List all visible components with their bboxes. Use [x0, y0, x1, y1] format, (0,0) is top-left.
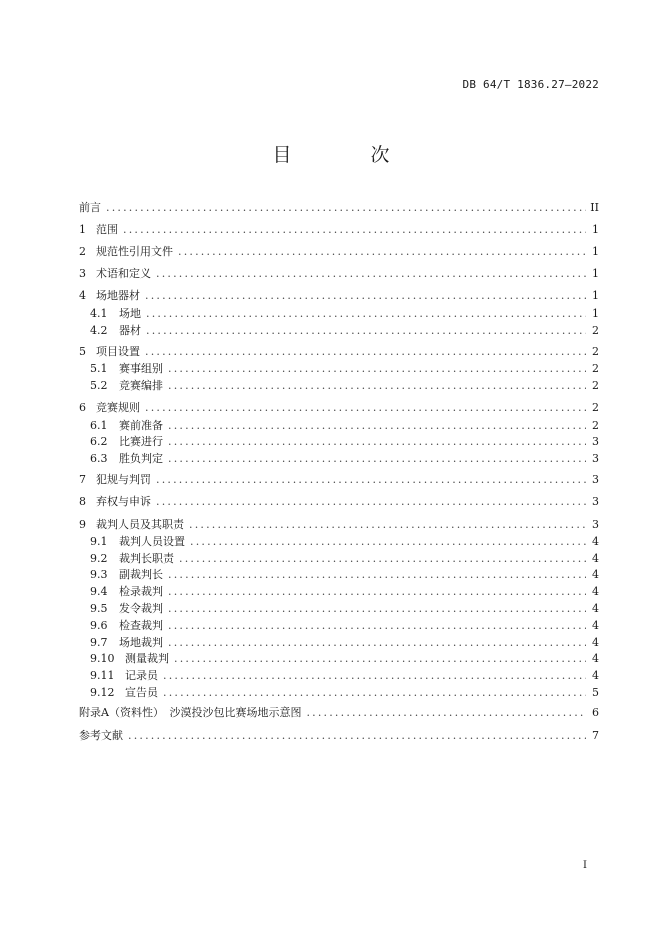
dot-leader: [123, 222, 586, 238]
toc-entry[interactable]: [79, 222, 599, 238]
toc-entry[interactable]: [90, 584, 599, 600]
dot-leader: [168, 567, 586, 583]
dot-leader: [156, 266, 586, 282]
dot-leader: [168, 361, 586, 377]
toc-entry-page: 3: [592, 518, 599, 531]
toc-entry[interactable]: [79, 200, 599, 216]
toc-entry-page: 1: [592, 307, 599, 320]
toc-entry-label: 场地裁判: [119, 636, 163, 649]
toc-entry[interactable]: [90, 685, 599, 701]
toc-entry[interactable]: [90, 668, 599, 684]
toc-entry-label: 术语和定义: [96, 267, 151, 280]
toc-entry[interactable]: [79, 288, 599, 304]
dot-leader: [145, 288, 586, 304]
toc-entry-page: 1: [592, 267, 599, 280]
toc-entry-number: 9.1: [90, 535, 108, 548]
toc-entry[interactable]: [90, 434, 599, 450]
toc-entry-page: 4: [592, 652, 599, 665]
toc-entry-label: 竞赛规则: [96, 401, 140, 414]
toc-entry[interactable]: [79, 494, 599, 510]
toc-entry[interactable]: [90, 567, 599, 583]
dot-leader: [106, 200, 586, 216]
toc-entry[interactable]: [79, 344, 599, 360]
toc-entry-label: 参考文献: [79, 729, 123, 742]
toc-entry-number: 6.2: [90, 435, 108, 448]
toc-entry-number: 8: [79, 495, 86, 508]
toc-entry-number: 9.3: [90, 568, 108, 581]
toc-entry-number: 9.6: [90, 619, 108, 632]
toc-entry-label: 比赛进行: [119, 435, 163, 448]
dot-leader: [145, 400, 586, 416]
toc-entry[interactable]: [90, 551, 599, 567]
dot-leader: [168, 601, 586, 617]
toc-entry-page: II: [590, 201, 599, 214]
toc-entry[interactable]: [90, 534, 599, 550]
toc-entry-label: 胜负判定: [119, 452, 163, 465]
toc-entry[interactable]: [79, 472, 599, 488]
toc-entry-page: 3: [592, 435, 599, 448]
dot-leader: [306, 705, 586, 721]
page-title: 目 次: [272, 144, 420, 166]
toc-entry-page: 2: [592, 362, 599, 375]
dot-leader: [178, 244, 586, 260]
toc-entry-label: 记录员: [125, 669, 158, 682]
toc-entry-number: 6.1: [90, 419, 108, 432]
toc-entry-number: 6: [79, 401, 86, 414]
toc-entry[interactable]: [90, 361, 599, 377]
toc-entry-number: 4: [79, 289, 86, 302]
toc-entry-page: 4: [592, 585, 599, 598]
toc-entry-label: 赛事组别: [119, 362, 163, 375]
toc-entry-label: 检录裁判: [119, 585, 163, 598]
toc-entry-label: 器材: [119, 324, 141, 337]
toc-entry-number: 9.7: [90, 636, 108, 649]
toc-entry[interactable]: [79, 266, 599, 282]
toc-entry-number: 6.3: [90, 452, 108, 465]
dot-leader: [179, 551, 586, 567]
dot-leader: [145, 344, 586, 360]
toc-entry-label: 测量裁判: [125, 652, 169, 665]
toc-entry-number: 1: [79, 223, 86, 236]
toc-entry-page: 2: [592, 401, 599, 414]
dot-leader: [189, 517, 586, 533]
toc-entry[interactable]: [79, 400, 599, 416]
dot-leader: [168, 434, 586, 450]
toc-entry-label: 赛前准备: [119, 419, 163, 432]
toc-entry-label: 发令裁判: [119, 602, 163, 615]
toc-entry-number: 2: [79, 245, 86, 258]
toc-entry-page: 5: [592, 686, 599, 699]
toc-entry[interactable]: [79, 517, 599, 533]
toc-entry-label: 前言: [79, 201, 101, 214]
toc-entry-number: 9.11: [90, 669, 115, 682]
toc-entry-page: 7: [592, 729, 599, 742]
toc-entry-number: 4.1: [90, 307, 108, 320]
toc-entry-page: 4: [592, 568, 599, 581]
dot-leader: [156, 494, 586, 510]
toc-entry-number: 9.10: [90, 652, 115, 665]
toc-entry-label: 范围: [96, 223, 118, 236]
toc-entry-page: 4: [592, 602, 599, 615]
toc-entry[interactable]: [90, 378, 599, 394]
toc-entry-label: 宣告员: [125, 686, 158, 699]
toc-entry-page: 4: [592, 535, 599, 548]
toc-entry-label: 裁判人员设置: [119, 535, 185, 548]
toc-entry-label: 副裁判长: [119, 568, 163, 581]
toc-entry-number: 3: [79, 267, 86, 280]
dot-leader: [168, 378, 586, 394]
dot-leader: [156, 472, 586, 488]
dot-leader: [190, 534, 586, 550]
toc-entry[interactable]: [79, 728, 599, 744]
toc-entry[interactable]: [79, 244, 599, 260]
toc-entry-page: 6: [592, 706, 599, 719]
toc-entry-number: 9.12: [90, 686, 115, 699]
toc-entry[interactable]: [90, 451, 599, 467]
toc-entry[interactable]: [90, 651, 599, 667]
toc-entry-page: 1: [592, 245, 599, 258]
toc-entry-label: 裁判人员及其职责: [96, 518, 184, 531]
toc-entry-page: 3: [592, 495, 599, 508]
page-number: I: [583, 860, 587, 871]
toc-entry-page: 4: [592, 669, 599, 682]
toc-entry-number: 9: [79, 518, 86, 531]
toc-entry-page: 2: [592, 419, 599, 432]
toc-entry-label: 场地器材: [96, 289, 140, 302]
toc-entry-label: 竞赛编排: [119, 379, 163, 392]
toc-entry-number: 9.2: [90, 552, 108, 565]
toc-entry-label: 项目设置: [96, 345, 140, 358]
dot-leader: [128, 728, 586, 744]
toc-entry[interactable]: [90, 618, 599, 634]
dot-leader: [163, 685, 586, 701]
dot-leader: [168, 635, 586, 651]
toc-entry-number: 5: [79, 345, 86, 358]
toc-entry-page: 1: [592, 289, 599, 302]
dot-leader: [168, 584, 586, 600]
dot-leader: [146, 306, 586, 322]
toc-entry-number: 5.1: [90, 362, 108, 375]
toc-entry-number: 5.2: [90, 379, 108, 392]
dot-leader: [168, 618, 586, 634]
toc-entry[interactable]: [90, 306, 599, 322]
toc-entry-number: 7: [79, 473, 86, 486]
toc-entry-number: 9.4: [90, 585, 108, 598]
toc-entry[interactable]: [90, 323, 599, 339]
toc-entry-label: 规范性引用文件: [96, 245, 173, 258]
toc-entry-label: 犯规与判罚: [96, 473, 151, 486]
toc-entry-page: 2: [592, 345, 599, 358]
dot-leader: [174, 651, 586, 667]
toc-entry[interactable]: [90, 601, 599, 617]
toc-entry-page: 4: [592, 552, 599, 565]
toc-entry-label: 弃权与申诉: [96, 495, 151, 508]
toc-entry[interactable]: [90, 635, 599, 651]
toc-entry-page: 4: [592, 636, 599, 649]
toc-entry-label: 裁判长职责: [119, 552, 174, 565]
toc-entry-label: 附录A（资料性） 沙漠投沙包比赛场地示意图: [79, 706, 302, 719]
dot-leader: [146, 323, 586, 339]
toc-entry-page: 4: [592, 619, 599, 632]
toc-entry-page: 2: [592, 379, 599, 392]
toc-entry-page: 2: [592, 324, 599, 337]
toc-entry[interactable]: [79, 705, 599, 721]
toc-entry[interactable]: [90, 418, 599, 434]
dot-leader: [168, 451, 586, 467]
toc-entry-page: 3: [592, 473, 599, 486]
toc-entry-label: 检查裁判: [119, 619, 163, 632]
toc-entry-number: 9.5: [90, 602, 108, 615]
document-code: DB 64/T 1836.27—2022: [462, 78, 599, 91]
dot-leader: [163, 668, 586, 684]
dot-leader: [168, 418, 586, 434]
toc-entry-label: 场地: [119, 307, 141, 320]
toc-entry-number: 4.2: [90, 324, 108, 337]
toc-entry-page: 1: [592, 223, 599, 236]
toc-entry-page: 3: [592, 452, 599, 465]
